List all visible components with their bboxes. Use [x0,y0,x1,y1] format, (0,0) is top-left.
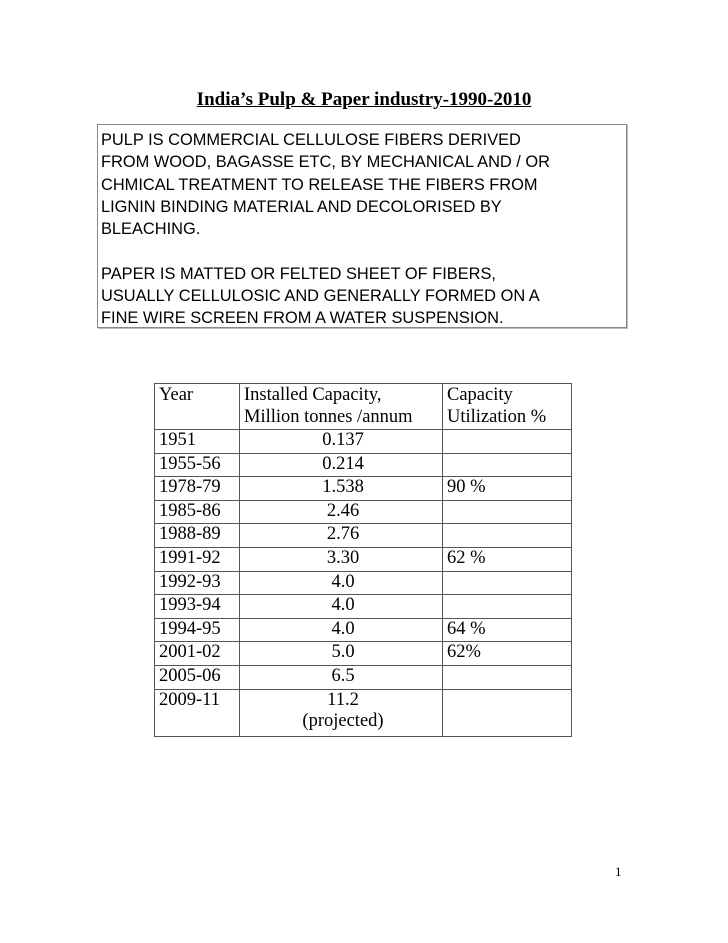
cell-year: 1951 [155,430,240,454]
header-utilization-line1: Capacity [447,385,513,405]
capacity-table [154,383,572,737]
page-number: 1 [615,864,622,879]
table-row [155,689,572,736]
cell-capacity-value: 11.2 [327,689,359,710]
cell-capacity [240,689,443,736]
cell-capacity: 2.46 [240,500,443,524]
cell-year: 2001-02 [155,642,240,666]
cell-capacity: 4.0 [240,595,443,619]
cell-year: 1991-92 [155,547,240,571]
table-row [155,618,572,642]
cell-year: 1994-95 [155,618,240,642]
table-row [155,453,572,477]
header-utilization [443,384,572,430]
cell-utilization [443,689,572,736]
cell-utilization [443,524,572,548]
table-row [155,571,572,595]
pulp-line: FROM WOOD, BAGASSE ETC, BY MECHANICAL AND / OR [101,153,550,172]
header-year: Year [155,384,240,430]
paper-line: PAPER IS MATTED OR FELTED SHEET OF FIBERS, [101,264,496,283]
cell-utilization [443,665,572,689]
header-capacity [240,384,443,430]
cell-utilization [443,595,572,619]
pulp-line: CHMICAL TREATMENT TO RELEASE THE FIBERS FROM [101,175,538,194]
table-row [155,665,572,689]
paper-line: USUALLY CELLULOSIC AND GENERALLY FORMED ON A [101,287,540,306]
cell-utilization: 62% [443,642,572,666]
cell-year: 1988-89 [155,524,240,548]
cell-capacity: 4.0 [240,571,443,595]
paragraph-gap [101,240,626,262]
page-title: India’s Pulp & Paper industry-1990-2010 [196,89,532,110]
table-row [155,642,572,666]
cell-utilization [443,571,572,595]
table-row [155,477,572,501]
table-header-row [155,384,572,430]
cell-capacity: 4.0 [240,618,443,642]
table-row [155,524,572,548]
table-row [155,547,572,571]
header-capacity-line1: Installed Capacity, [244,385,382,405]
cell-utilization: 64 % [443,618,572,642]
cell-capacity: 0.214 [240,453,443,477]
cell-utilization: 62 % [443,547,572,571]
cell-year: 1955-56 [155,453,240,477]
cell-capacity: 3.30 [240,547,443,571]
cell-capacity: 5.0 [240,642,443,666]
pulp-line: LIGNIN BINDING MATERIAL AND DECOLORISED BY [101,197,502,216]
header-utilization-line2: Utilization % [447,406,547,427]
cell-capacity: 1.538 [240,477,443,501]
cell-year: 1985-86 [155,500,240,524]
cell-year: 1993-94 [155,595,240,619]
cell-utilization [443,453,572,477]
cell-capacity: 0.137 [240,430,443,454]
table-row [155,430,572,454]
cell-year: 2005-06 [155,665,240,689]
paper-line: FINE WIRE SCREEN FROM A WATER SUSPENSION. [101,309,504,328]
cell-capacity: 2.76 [240,524,443,548]
table-row [155,500,572,524]
definitions-box [97,124,627,328]
cell-utilization [443,500,572,524]
cell-year: 2009-11 [155,689,240,736]
cell-capacity-note: (projected) [302,711,384,732]
cell-year: 1992-93 [155,571,240,595]
cell-utilization [443,430,572,454]
pulp-line: PULP IS COMMERCIAL CELLULOSE FIBERS DERIVED [101,131,521,149]
header-capacity-line2: Million tonnes /annum [244,406,413,427]
table-row [155,595,572,619]
pulp-line: BLEACHING. [101,220,201,239]
cell-capacity: 6.5 [240,665,443,689]
pulp-definition [101,129,626,240]
cell-year: 1978-79 [155,477,240,501]
cell-utilization: 90 % [443,477,572,501]
paper-definition [101,263,626,330]
